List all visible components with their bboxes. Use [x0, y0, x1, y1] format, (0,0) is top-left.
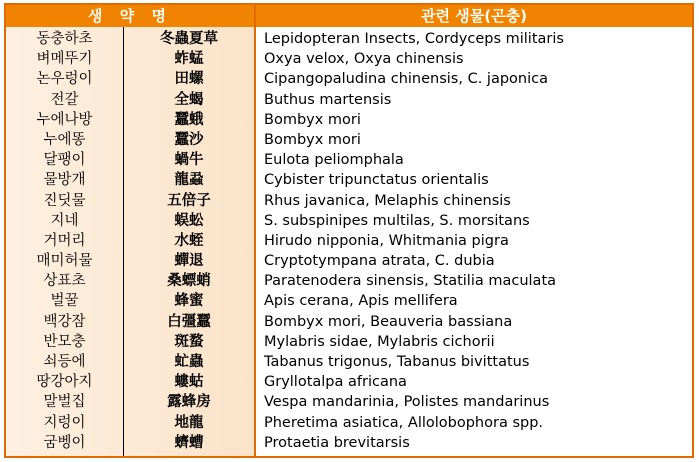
names-column	[6, 27, 256, 456]
hanja-name-cell: 地龍	[174, 414, 204, 431]
hanja-name-cell: 蠐螬	[174, 434, 204, 451]
korean-name-cell: 달팽이	[43, 152, 86, 169]
species-cell: Apis cerana, Apis mellifera	[264, 293, 458, 310]
korean-name-cell: 상표초	[43, 273, 86, 290]
hanja-name-cell: 蚱蜢	[174, 51, 204, 68]
species-cell: Rhus javanica, Melaphis chinensis	[264, 192, 511, 209]
hanja-name-cell: 田螺	[174, 71, 204, 88]
species-cell: S. subspinipes multilas, S. morsitans	[264, 212, 530, 229]
hanja-name-cell: 龍蝨	[174, 172, 204, 189]
hanja-name-cell: 冬蟲夏草	[160, 31, 218, 47]
species-cell: Bombyx mori	[264, 131, 361, 148]
korean-name-cell: 말벌집	[43, 394, 86, 411]
hanja-name-cell: 蜂蜜	[174, 293, 204, 310]
korean-name-cell: 거머리	[43, 232, 86, 249]
hanja-name-cell: 螻蛄	[174, 374, 204, 391]
species-cell: Cybister tripunctatus orientalis	[264, 172, 489, 189]
korean-name-cell: 논우렁이	[36, 71, 93, 88]
species-cell: Protaetia brevitarsis	[264, 434, 410, 451]
hanja-name-cell: 蠶蛾	[174, 111, 204, 128]
species-cell: Cipangopaludina chinensis, C. japonica	[264, 71, 548, 88]
korean-name-column	[6, 27, 124, 456]
korean-name-cell: 쇠등에	[43, 354, 86, 370]
hanja-name-cell: 水蛭	[174, 232, 204, 249]
species-cell: Tabanus trigonus, Tabanus bivittatus	[264, 354, 530, 370]
korean-name-cell: 누에똥	[43, 131, 86, 148]
header-related-organism: 관련 생물(곤충)	[256, 5, 692, 27]
korean-name-cell: 동충하초	[36, 31, 93, 47]
species-cell: Eulota peliomphala	[264, 152, 404, 169]
hanja-name-cell: 蜈蚣	[174, 212, 204, 229]
korean-name-cell: 굼벵이	[43, 434, 86, 451]
korean-name-cell: 반모충	[43, 333, 86, 350]
hanja-name-cell: 桑螵蛸	[167, 273, 211, 290]
species-cell: Oxya velox, Oxya chinensis	[264, 51, 464, 68]
korean-name-cell: 벌꿀	[50, 293, 79, 310]
species-cell: Pheretima asiatica, Allolobophora spp.	[264, 414, 544, 431]
korean-name-cell: 진딧물	[43, 192, 86, 209]
species-cell: Gryllotalpa africana	[264, 374, 407, 391]
hanja-name-cell: 全蝎	[174, 91, 204, 108]
hanja-name-cell: 蠶沙	[174, 131, 204, 148]
hanja-name-cell: 虻蟲	[174, 354, 204, 370]
korean-name-cell: 지렁이	[43, 414, 86, 431]
species-cell: Vespa mandarinia, Polistes mandarinus	[264, 394, 550, 411]
species-cell: Paratenodera sinensis, Statilia maculata	[264, 273, 557, 290]
medicinal-insects-table	[4, 3, 694, 458]
species-cell: Buthus martensis	[264, 91, 392, 108]
hanja-name-cell: 蟬退	[174, 253, 204, 270]
species-cell: Cryptotympana atrata, C. dubia	[264, 253, 495, 270]
table-grid	[6, 5, 692, 456]
hanja-name-cell: 白彊蠶	[167, 313, 211, 330]
species-cell: Hirudo nipponia, Whitmania pigra	[264, 232, 509, 249]
hanja-name-cell: 蝸牛	[174, 152, 204, 169]
hanja-name-cell: 露蜂房	[167, 394, 211, 411]
korean-name-cell: 누에나방	[36, 111, 93, 128]
korean-name-cell: 전갈	[50, 91, 79, 108]
korean-name-cell: 물방개	[43, 172, 86, 189]
korean-name-cell: 백강잠	[43, 313, 86, 330]
header-medicinal-name: 생 약 명	[6, 5, 256, 27]
species-cell: Mylabris sidae, Mylabris cichorii	[264, 333, 495, 350]
species-column	[256, 27, 692, 456]
species-cell: Bombyx mori	[264, 111, 361, 128]
korean-name-cell: 벼메뚜기	[36, 51, 93, 68]
korean-name-cell: 땅강아지	[36, 374, 93, 391]
korean-name-cell: 매미허물	[36, 253, 93, 270]
hanja-name-column	[124, 27, 254, 456]
species-cell: Lepidopteran Insects, Cordyceps militaris	[264, 31, 564, 47]
species-cell: Bombyx mori, Beauveria bassiana	[264, 313, 513, 330]
korean-name-cell: 지네	[50, 212, 79, 229]
hanja-name-cell: 斑蝥	[174, 333, 204, 350]
hanja-name-cell: 五倍子	[167, 192, 211, 209]
